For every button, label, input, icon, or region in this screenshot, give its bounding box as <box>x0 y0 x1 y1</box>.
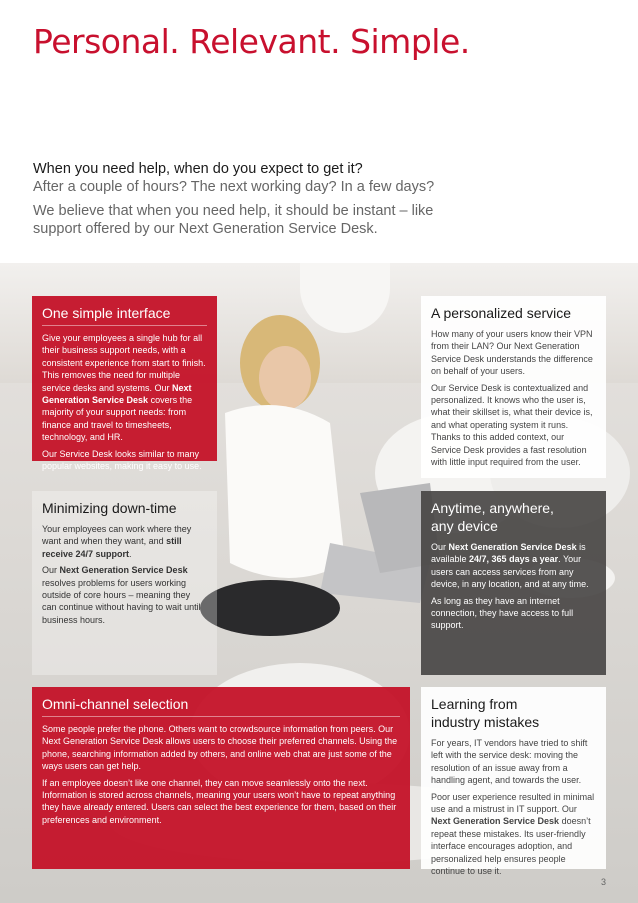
text-run: . <box>129 548 132 559</box>
panel-anytime-anywhere <box>421 491 606 675</box>
panel-text: Some people prefer the phone. Others want to crowdsource information from peers. Our Next Generation Service Desk allows users to choose their preferred channels. Using the phone, searching information added by others, and online web chat are just some of the ways users can get help. <box>42 724 398 772</box>
text-run: resolves problems for users working outside of core hours – meaning they can continue without having to wait until business hours. <box>42 577 201 625</box>
emphasis-text: Next Generation Service Desk <box>59 565 188 576</box>
text-run: . Your users can access services from any device, in any location, and at any time. <box>431 554 589 590</box>
emphasis-text: 24/7, 365 days a year <box>469 554 559 565</box>
panel-title: Minimizing down-time <box>42 500 177 516</box>
panel-title: Omni-channel selection <box>42 695 400 717</box>
text-run: Our <box>42 565 60 576</box>
emphasis-text: Next Generation Service Desk <box>448 542 577 552</box>
panel-title: A personalized service <box>431 305 572 321</box>
panel-text: As long as they have an internet connection, they have access to full support. <box>431 595 574 631</box>
page-title: Personal. Relevant. Simple. <box>33 22 470 61</box>
text-run: covers the majority of your support needs: from finance and travel to timesheets, technology, and HR. <box>42 395 193 443</box>
panel-minimizing-downtime <box>32 491 217 675</box>
panel-text: Our Service Desk looks similar to many popular websites, making it easy to use. <box>42 448 202 472</box>
panel-title: One simple interface <box>42 304 207 326</box>
panel-one-simple-interface <box>32 296 217 472</box>
panel-text <box>42 332 207 444</box>
panel-personalized-service <box>421 296 606 478</box>
panel-omni-channel-selection <box>32 687 410 869</box>
panel-text: For years, IT vendors have tried to shift left with the service desk: moving the resolution of an issue away from a handling agent, and towards the user. <box>431 738 588 786</box>
panel-text: If an employee doesn’t like one channel, they can move seamlessly onto the next. Information is stored across channels, meaning your users won’t have to repeat anything they have already entered. Users can select the best experience for them, based on their preferences and environment. <box>42 777 397 825</box>
text-run: Give your employees a single hub for all their business support needs, with a consistent experience from start to finish. This removes the need for multiple service desks and systems. Our <box>42 333 206 393</box>
panel-text: Our Service Desk is contextualized and personalized. It knows who the user is, what their skillset is, what their device is, and what operating system it runs. Thanks to this added context, our Service Desk provides a fast resolution with little input required from the user. <box>431 382 593 468</box>
intro <box>33 160 453 238</box>
intro-subquestion: After a couple of hours? The next working day? In a few days? <box>33 179 435 195</box>
panel-title: Learning from industry mistakes <box>431 696 540 730</box>
panel-text: How many of your users know their VPN from their LAN? Our Next Generation Service Desk understands the difference on behalf of your users. <box>431 329 593 377</box>
panel-text <box>431 541 596 591</box>
emphasis-text: still receive 24/7 support <box>42 536 182 559</box>
panel-learning-from-mistakes <box>421 687 606 877</box>
text-run: Poor user experience resulted in minimal use and a mistrust in IT support. Our <box>431 791 595 815</box>
panel-text <box>431 791 596 878</box>
intro-question: When you need help, when do you expect to get it? <box>33 161 363 177</box>
emphasis-text: Next Generation Service Desk <box>42 382 192 406</box>
panel-text <box>42 523 207 560</box>
panel-title: Anytime, anywhere, any device <box>431 500 554 534</box>
emphasis-text: Next Generation Service Desk <box>431 816 560 827</box>
text-run: is available <box>431 542 586 565</box>
text-run: Our <box>431 542 449 552</box>
page-number: 3 <box>600 877 606 887</box>
text-run: Your employees can work where they want and when they want, and <box>42 524 192 547</box>
intro-belief: We believe that when you need help, it should be instant – like support offered by our Next Generation Service Desk. <box>33 203 434 237</box>
text-run: doesn’t repeat these mistakes. Its user-friendly interface encourages adoption, and personalized help ensures people continue to use it. <box>431 816 591 877</box>
panel-text <box>42 564 207 626</box>
